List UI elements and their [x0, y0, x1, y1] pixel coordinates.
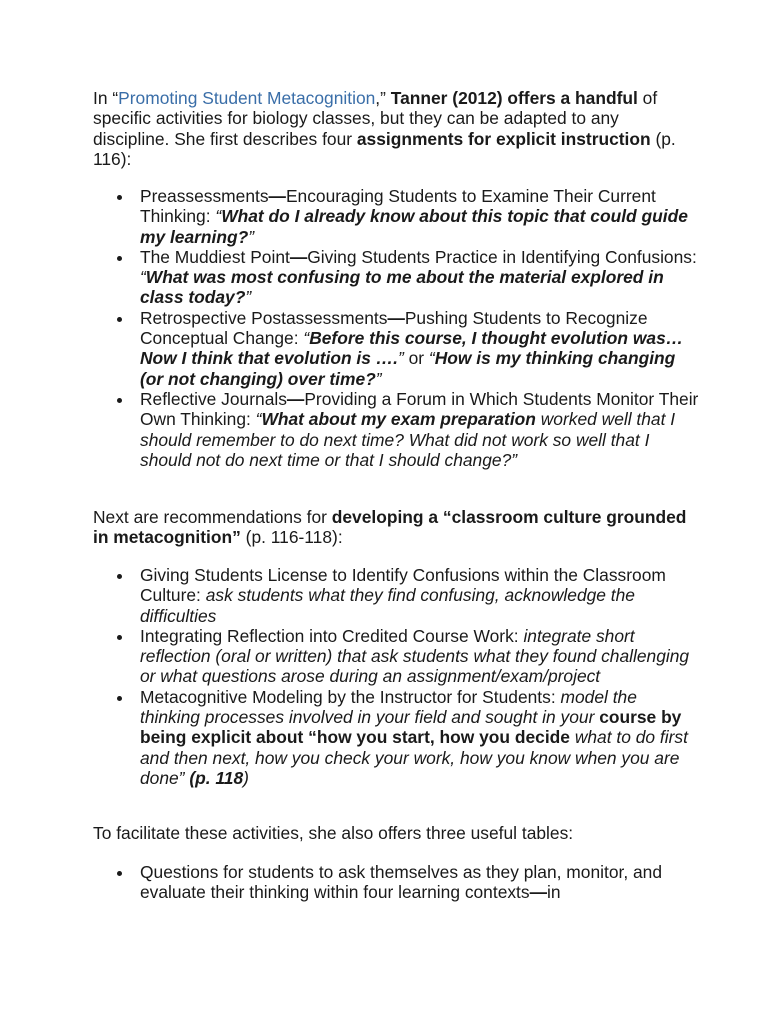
item-question-cont: worked well that I should remember to do next time? What did not work so well that I should not do next time or that I should change?	[140, 409, 676, 470]
close-quote: ”	[511, 449, 518, 470]
culture-paragraph	[93, 507, 693, 548]
intro-text-4: (p. 116):	[93, 128, 676, 169]
close-quote: ”	[397, 348, 404, 369]
open-quote: “	[140, 267, 146, 288]
item-subtitle: Providing a Forum in Which Students Monitor Their Own Thinking:	[140, 388, 699, 430]
item-title: Metacognitive Modeling by the Instructor for Students:	[140, 686, 561, 707]
item-text: Questions for students to ask themselves as they plan, monitor, and evaluate their thinking within four learning contexts	[140, 862, 662, 903]
tables-text: To facilitate these activities, she also offers three useful tables:	[93, 823, 574, 843]
item-question: What do I already know about this topic that could guide my learning?	[140, 206, 688, 247]
item-detail: ask students what they find confusing, acknowledge the difficulties	[140, 585, 635, 626]
list-item	[140, 186, 700, 247]
page-reference-close: )	[243, 767, 249, 788]
intro-bold-2: assignments for explicit instruction	[356, 128, 651, 149]
item-detail: model the thinking processes involved in your field and sought in your	[140, 686, 637, 728]
open-quote: “	[255, 409, 262, 430]
close-quote: ”	[245, 287, 252, 308]
intro-bold-1: Tanner (2012) offers a handful	[390, 88, 638, 108]
item-title: Giving Students License to Identify Confusions within the Classroom Culture:	[140, 565, 666, 606]
close-quote: ”	[248, 226, 255, 247]
list-item	[140, 565, 700, 626]
article-link[interactable]: Promoting Student Metacognition	[118, 88, 376, 108]
open-quote: “	[428, 348, 435, 369]
item-subtitle: Giving Students Practice in Identifying Confusions:	[307, 246, 697, 267]
item-text-cont: in	[546, 882, 561, 903]
em-dash: —	[289, 246, 308, 267]
assignments-list	[140, 186, 700, 470]
page-reference: (p. 118	[189, 767, 244, 788]
culture-text-2: (p. 116-118):	[240, 527, 343, 548]
item-detail-bold: course by being explicit about “how you start, how you decide	[140, 707, 682, 748]
item-question: What was most confusing to me about the material explored in class today?	[140, 267, 664, 308]
list-item	[140, 626, 700, 687]
intro-text-3: of specific activities for biology classes, but they can be adapted to any discipline. She first describes four	[93, 88, 658, 149]
item-question: What about my exam preparation	[261, 409, 536, 430]
item-question-2: How is my thinking changing (or not changing) over time?	[140, 348, 676, 389]
close-quote: ”	[375, 368, 382, 389]
item-title: Retrospective Postassessments	[140, 307, 388, 328]
item-detail-cont: what to do first and then next, how you check your work, how you know when you are done”	[140, 727, 688, 788]
tables-list	[140, 862, 700, 903]
list-item	[140, 308, 700, 389]
intro-text-1: In “	[93, 88, 119, 108]
culture-text-1: Next are recommendations for	[93, 507, 332, 527]
item-question: Before this course, I thought evolution was… Now I think that evolution is ….	[140, 328, 684, 369]
item-title: The Muddiest Point	[140, 246, 290, 267]
item-connector: or	[403, 348, 429, 369]
item-detail: integrate short reflection (oral or written) that ask students what they found challenging or what questions arose during an assignment/exam/project	[140, 625, 690, 687]
culture-list	[140, 565, 700, 788]
open-quote: “	[215, 206, 222, 227]
list-item	[140, 247, 700, 308]
item-subtitle: Encouraging Students to Examine Their Current Thinking:	[140, 186, 656, 227]
tables-paragraph	[93, 823, 693, 843]
item-title: Preassessments	[140, 186, 269, 206]
em-dash: —	[268, 186, 286, 206]
intro-paragraph	[93, 88, 693, 169]
em-dash: —	[286, 388, 305, 409]
em-dash: —	[387, 307, 405, 328]
list-item	[140, 389, 700, 470]
culture-bold: developing a “classroom culture grounded in metacognition”	[93, 507, 687, 548]
item-title: Integrating Reflection into Credited Course Work:	[140, 625, 524, 646]
item-title: Reflective Journals	[140, 388, 287, 409]
item-subtitle: Pushing Students to Recognize Conceptual Change:	[140, 307, 648, 349]
list-item	[140, 862, 700, 903]
list-item	[140, 687, 700, 788]
intro-text-2: ,”	[375, 88, 391, 108]
open-quote: “	[303, 328, 310, 349]
em-dash: —	[529, 882, 547, 903]
